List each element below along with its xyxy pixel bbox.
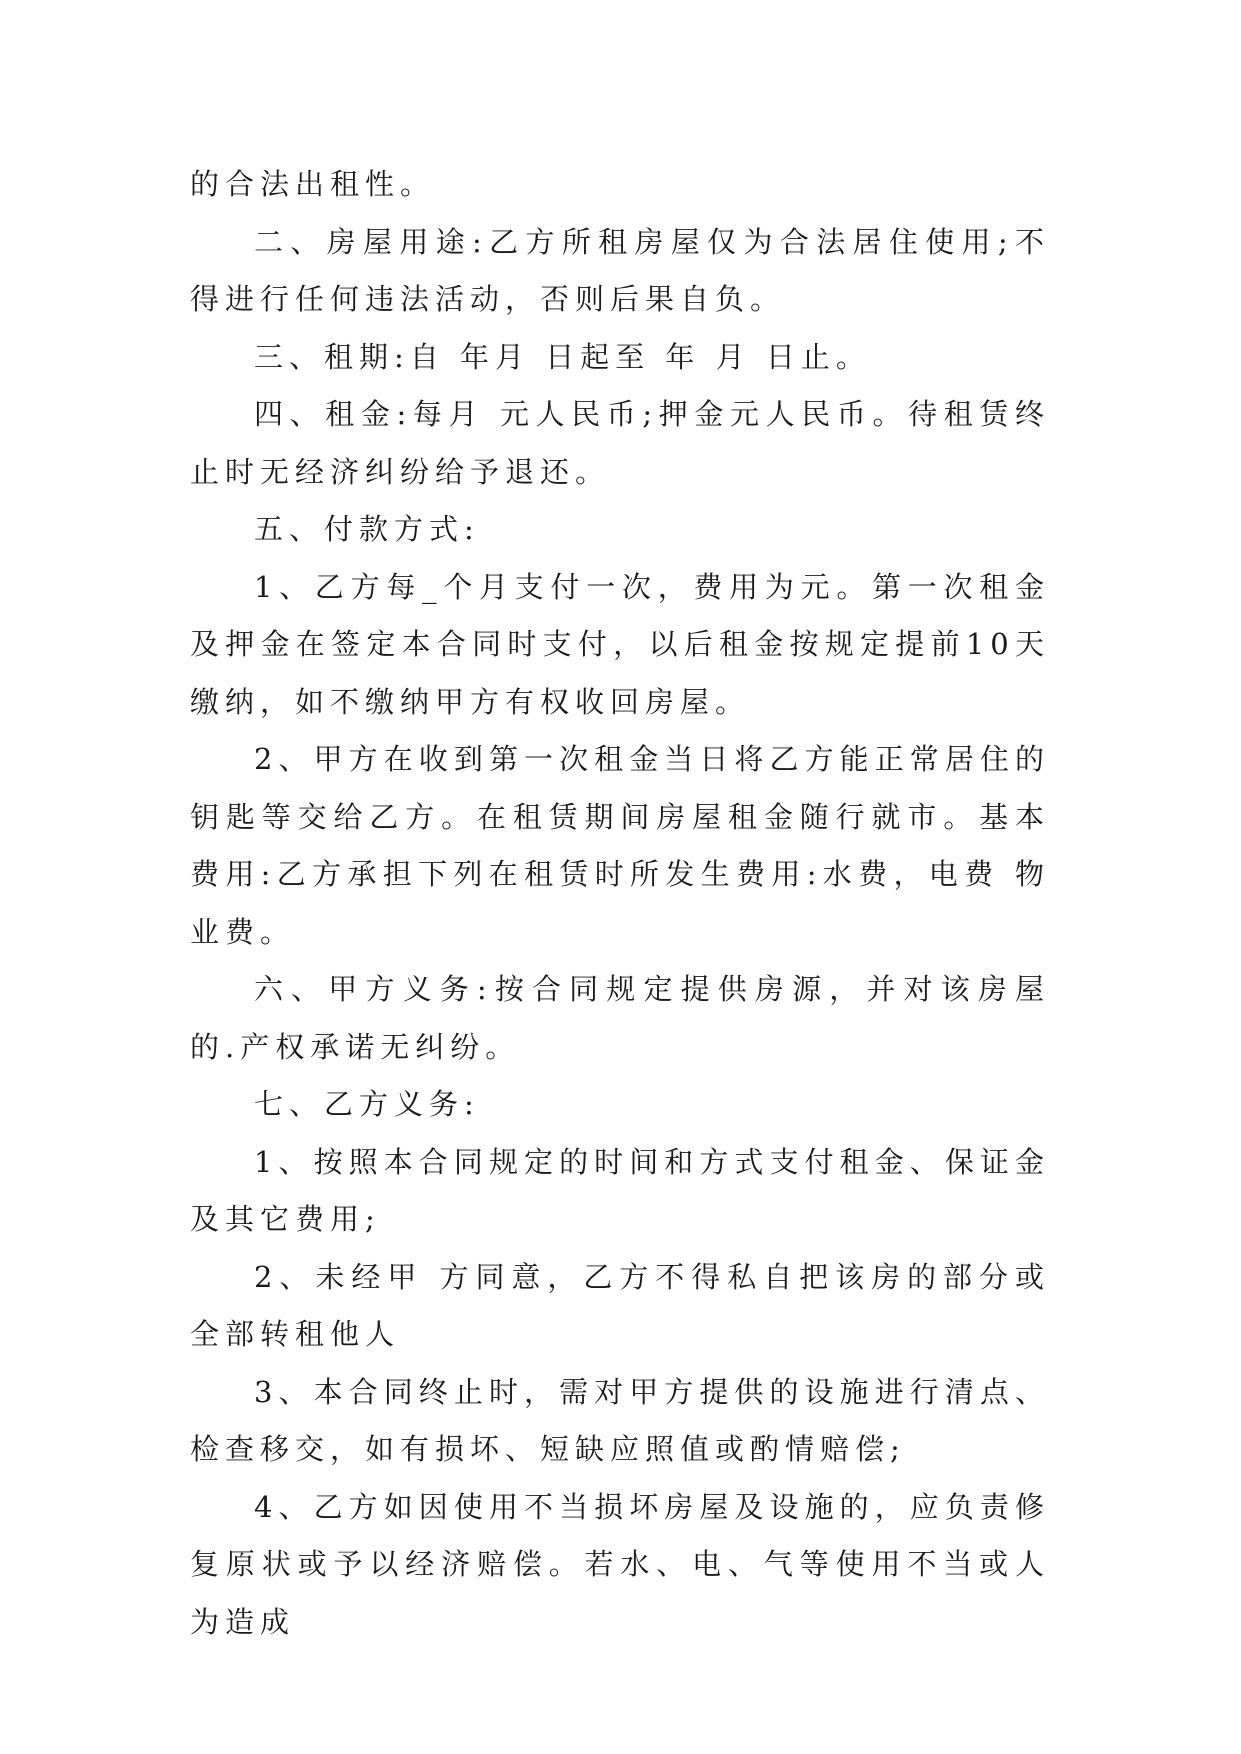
paragraph-party-b-item-4: 4、乙方如因使用不当损坏房屋及设施的，应负责修复原状或予以经济赔偿。若水、电、气等使用不当或人为造成	[190, 1489, 1050, 1639]
paragraph-payment-item-2: 2、甲方在收到第一次租金当日将乙方能正常居住的钥匙等交给乙方。在租赁期间房屋租金随行就市。基本费用:乙方承担下列在租赁时所发生费用:水费，电费 物业费。	[190, 742, 1050, 949]
paragraph-party-b-item-2: 2、未经甲 方同意，乙方不得私自把该房的部分或全部转租他人	[190, 1259, 1050, 1351]
paragraph-house-usage: 二、房屋用途:乙方所租房屋仅为合法居住使用;不得进行任何违法活动，否则后果自负。	[190, 224, 1050, 316]
paragraph-payment-item-1: 1、乙方每_个月支付一次，费用为元。第一次租金及押金在签定本合同时支付，以后租金按规定提前10天缴纳，如不缴纳甲方有权收回房屋。	[190, 569, 1050, 719]
paragraph-party-b-item-1: 1、按照本合同规定的时间和方式支付租金、保证金及其它费用;	[190, 1144, 1050, 1236]
paragraph-legal-rental: 的合法出租性。	[190, 167, 436, 201]
paragraph-party-b-item-3: 3、本合同终止时，需对甲方提供的设施进行清点、检查移交，如有损坏、短缺应照值或酌情赔偿;	[190, 1374, 1050, 1466]
contract-body	[190, 156, 1050, 1651]
paragraph-party-a-duties: 六、甲方义务:按合同规定提供房源，并对该房屋的.产权承诺无纠纷。	[190, 972, 1050, 1064]
paragraph-lease-term: 三、租期:自 年月 日起至 年 月 日止。	[254, 339, 871, 374]
paragraph-party-b-duties: 七、乙方义务:	[254, 1087, 480, 1121]
paragraph-payment-method: 五、付款方式:	[254, 512, 480, 546]
paragraph-rent: 四、租金:每月 元人民币;押金元人民币。待租赁终止时无经济纠纷给予退还。	[190, 397, 1050, 489]
